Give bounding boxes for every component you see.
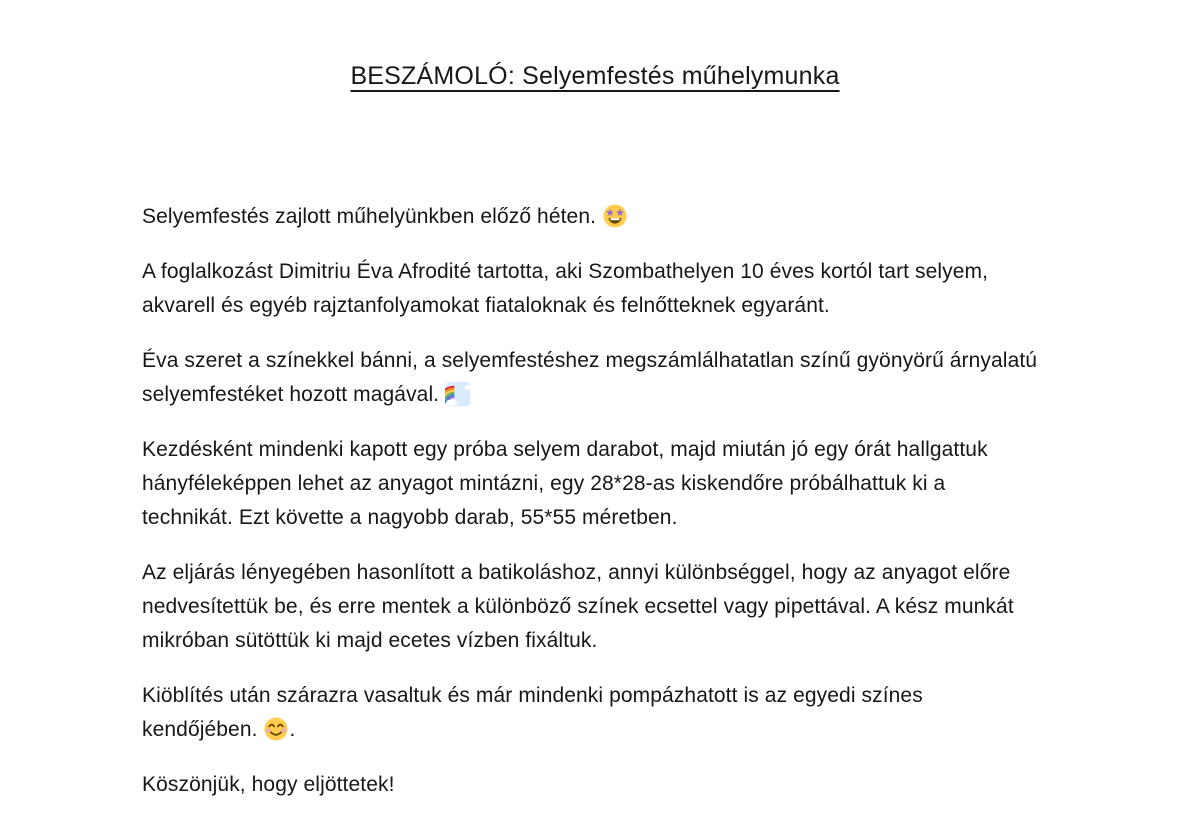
paragraph-text: Selyemfestés zajlott műhelyünkben előző héten. — [142, 205, 602, 228]
document-body — [142, 200, 1042, 802]
paragraph — [142, 433, 1042, 535]
paragraph-text: A foglalkozást Dimitriu Éva Afrodité tartotta, aki Szombathelyen 10 éves kortól tart selyem, akvarell és egyéb rajztanfolyamokat fiataloknak és felnőtteknek egyaránt. — [142, 260, 989, 317]
paragraph — [142, 255, 1042, 323]
paragraph-text: Éva szeret a színekkel bánni, a selyemfestéshez megszámlálhatatlan színű gyönyörű árnyalatú selyemfestéket hozott magával. — [142, 349, 1038, 406]
paragraph-text: Kezdésként mindenki kapott egy próba selyem darabot, majd miután jó egy órát hallgattuk hányféleképpen lehet az anyagot mintázni, egy 28*28-as kiskendőre próbálhattuk ki a technikát. Ezt követte a nagyobb darab, 55*55 méretben. — [142, 438, 988, 529]
rainbow-emoji — [445, 381, 471, 407]
paragraph-text: Kiöblítés után szárazra vasaltuk és már mindenki pompázhatott is az egyedi színes kendőjében. — [142, 684, 923, 741]
paragraph — [142, 679, 1042, 747]
paragraph-text: Köszönjük, hogy eljöttetek! — [142, 773, 395, 796]
paragraph — [142, 768, 1042, 802]
star-struck-emoji — [602, 203, 628, 229]
paragraph — [142, 200, 1042, 234]
paragraph-text: Az eljárás lényegében hasonlított a batikoláshoz, annyi különbséggel, hogy az anyagot előre nedvesítettük be, és erre mentek a különböző színek ecsettel vagy pipettával. A kész munkát mikróban sütöttük ki majd ecetes vízben fixáltuk. — [142, 561, 1014, 652]
smiling-emoji — [263, 716, 289, 742]
paragraph — [142, 344, 1042, 412]
paragraph — [142, 556, 1042, 658]
paragraph-text: . — [289, 718, 296, 741]
page-title: BESZÁMOLÓ: Selyemfestés műhelymunka — [350, 62, 840, 90]
